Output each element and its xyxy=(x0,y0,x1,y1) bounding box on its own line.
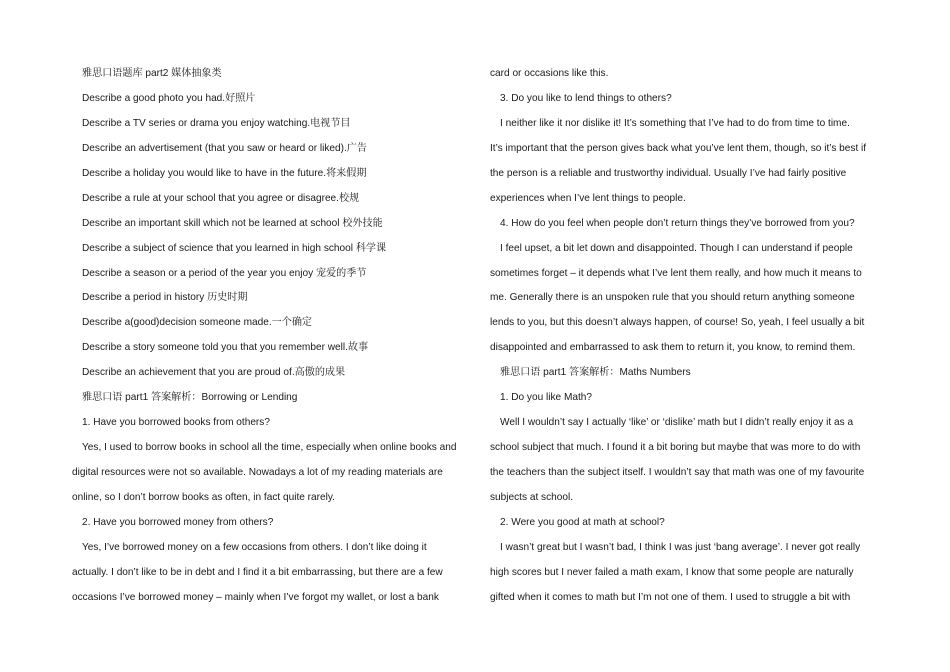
text-line: the person is a reliable and trustworthy individual. Usually I’ve had fairly positive xyxy=(490,167,847,179)
text-line: subjects at school. xyxy=(490,491,574,503)
text-line: disappointed and embarrassed to ask them to return it, you know, to remind them. xyxy=(490,342,856,354)
text-line: me. Generally there is an unspoken rule that you should return anything someone xyxy=(490,292,855,304)
right-text-column xyxy=(490,62,890,611)
text-line: Describe an achievement that you are proud of.高傲的成果 xyxy=(82,367,346,379)
text-line: It’s important that the person gives back what you’ve lent them, though, so it’s best if xyxy=(490,142,867,154)
text-line: card or occasions like this. xyxy=(490,68,609,79)
text-line: Describe a(good)decision someone made.一个确定 xyxy=(82,317,313,329)
text-line: Yes, I used to borrow books in school all the time, especially when online books and xyxy=(82,442,457,454)
text-line: 雅思口语 part1 答案解析：Maths Numbers xyxy=(500,367,691,379)
text-line: Describe a story someone told you that you remember well.故事 xyxy=(82,342,369,354)
text-line: 2. Were you good at math at school? xyxy=(500,516,665,528)
text-line: Describe a rule at your school that you agree or disagree.校规 xyxy=(82,192,360,204)
text-line: digital resources were not so available. Nowadays a lot of my reading materials are xyxy=(72,467,443,478)
text-line: 4. How do you feel when people don’t return things they’ve borrowed from you? xyxy=(500,217,855,229)
text-line: 雅思口语题库 part2 媒体抽象类 xyxy=(82,68,222,79)
text-line: Describe a TV series or drama you enjoy watching.电视节目 xyxy=(82,117,351,129)
text-line: 3. Do you like to lend things to others? xyxy=(500,92,672,104)
text-line: occasions I’ve borrowed money – mainly when I’ve forgot my wallet, or lost a bank xyxy=(72,591,439,603)
text-line: Describe an advertisement (that you saw or heard or liked).广告 xyxy=(82,142,367,154)
text-line: actually. I don’t like to be in debt and I find it a bit embarrassing, but there are a few xyxy=(72,566,443,578)
text-line: sometimes forget – it depends what I’ve lent them really, and how much it means to xyxy=(490,267,862,279)
text-line: Yes, I’ve borrowed money on a few occasions from others. I don’t like doing it xyxy=(82,541,427,553)
text-line: Describe a good photo you had.好照片 xyxy=(82,92,256,104)
text-line: high scores but I never failed a math exam, I know that some people are naturally xyxy=(490,566,854,578)
text-line: gifted when it comes to math but I’m not one of them. I used to struggle a bit with xyxy=(490,591,851,603)
text-line: I wasn’t great but I wasn’t bad, I think I was just ‘bang average’. I never got really xyxy=(500,541,861,553)
text-line: Describe a subject of science that you learned in high school 科学课 xyxy=(82,242,387,254)
text-line: school subject that much. I found it a bit boring but maybe that was more to do with xyxy=(490,442,861,454)
text-line: Describe a period in history 历史时期 xyxy=(82,292,248,304)
text-line: I neither like it nor dislike it! It’s something that I’ve had to do from time to time. xyxy=(500,117,850,129)
text-line: the teachers than the subject itself. I wouldn’t say that math was one of my favourite xyxy=(490,467,865,478)
text-line: lends to you, but this doesn’t always happen, of course! So, yeah, I feel usually a bit xyxy=(490,317,865,329)
text-line: 2. Have you borrowed money from others? xyxy=(82,516,274,528)
text-line: Describe a season or a period of the year you enjoy 宠爱的季节 xyxy=(82,267,367,279)
text-line: 1. Have you borrowed books from others? xyxy=(82,417,270,429)
text-line: Well I wouldn’t say I actually ‘like’ or ‘dislike’ math but I didn’t really enjoy it as a xyxy=(500,417,854,429)
text-line: 1. Do you like Math? xyxy=(500,392,593,404)
text-line: Describe an important skill which not be learned at school 校外技能 xyxy=(82,217,383,229)
left-text-column xyxy=(72,62,470,611)
text-line: Describe a holiday you would like to have in the future.将来假期 xyxy=(82,167,367,179)
text-line: I feel upset, a bit let down and disappointed. Though I can understand if people xyxy=(500,242,853,254)
text-line: online, so I don’t borrow books as often, in fact quite rarely. xyxy=(72,491,335,503)
text-line: experiences when I’ve lent things to people. xyxy=(490,192,686,204)
text-line: 雅思口语 part1 答案解析：Borrowing or Lending xyxy=(82,392,298,404)
